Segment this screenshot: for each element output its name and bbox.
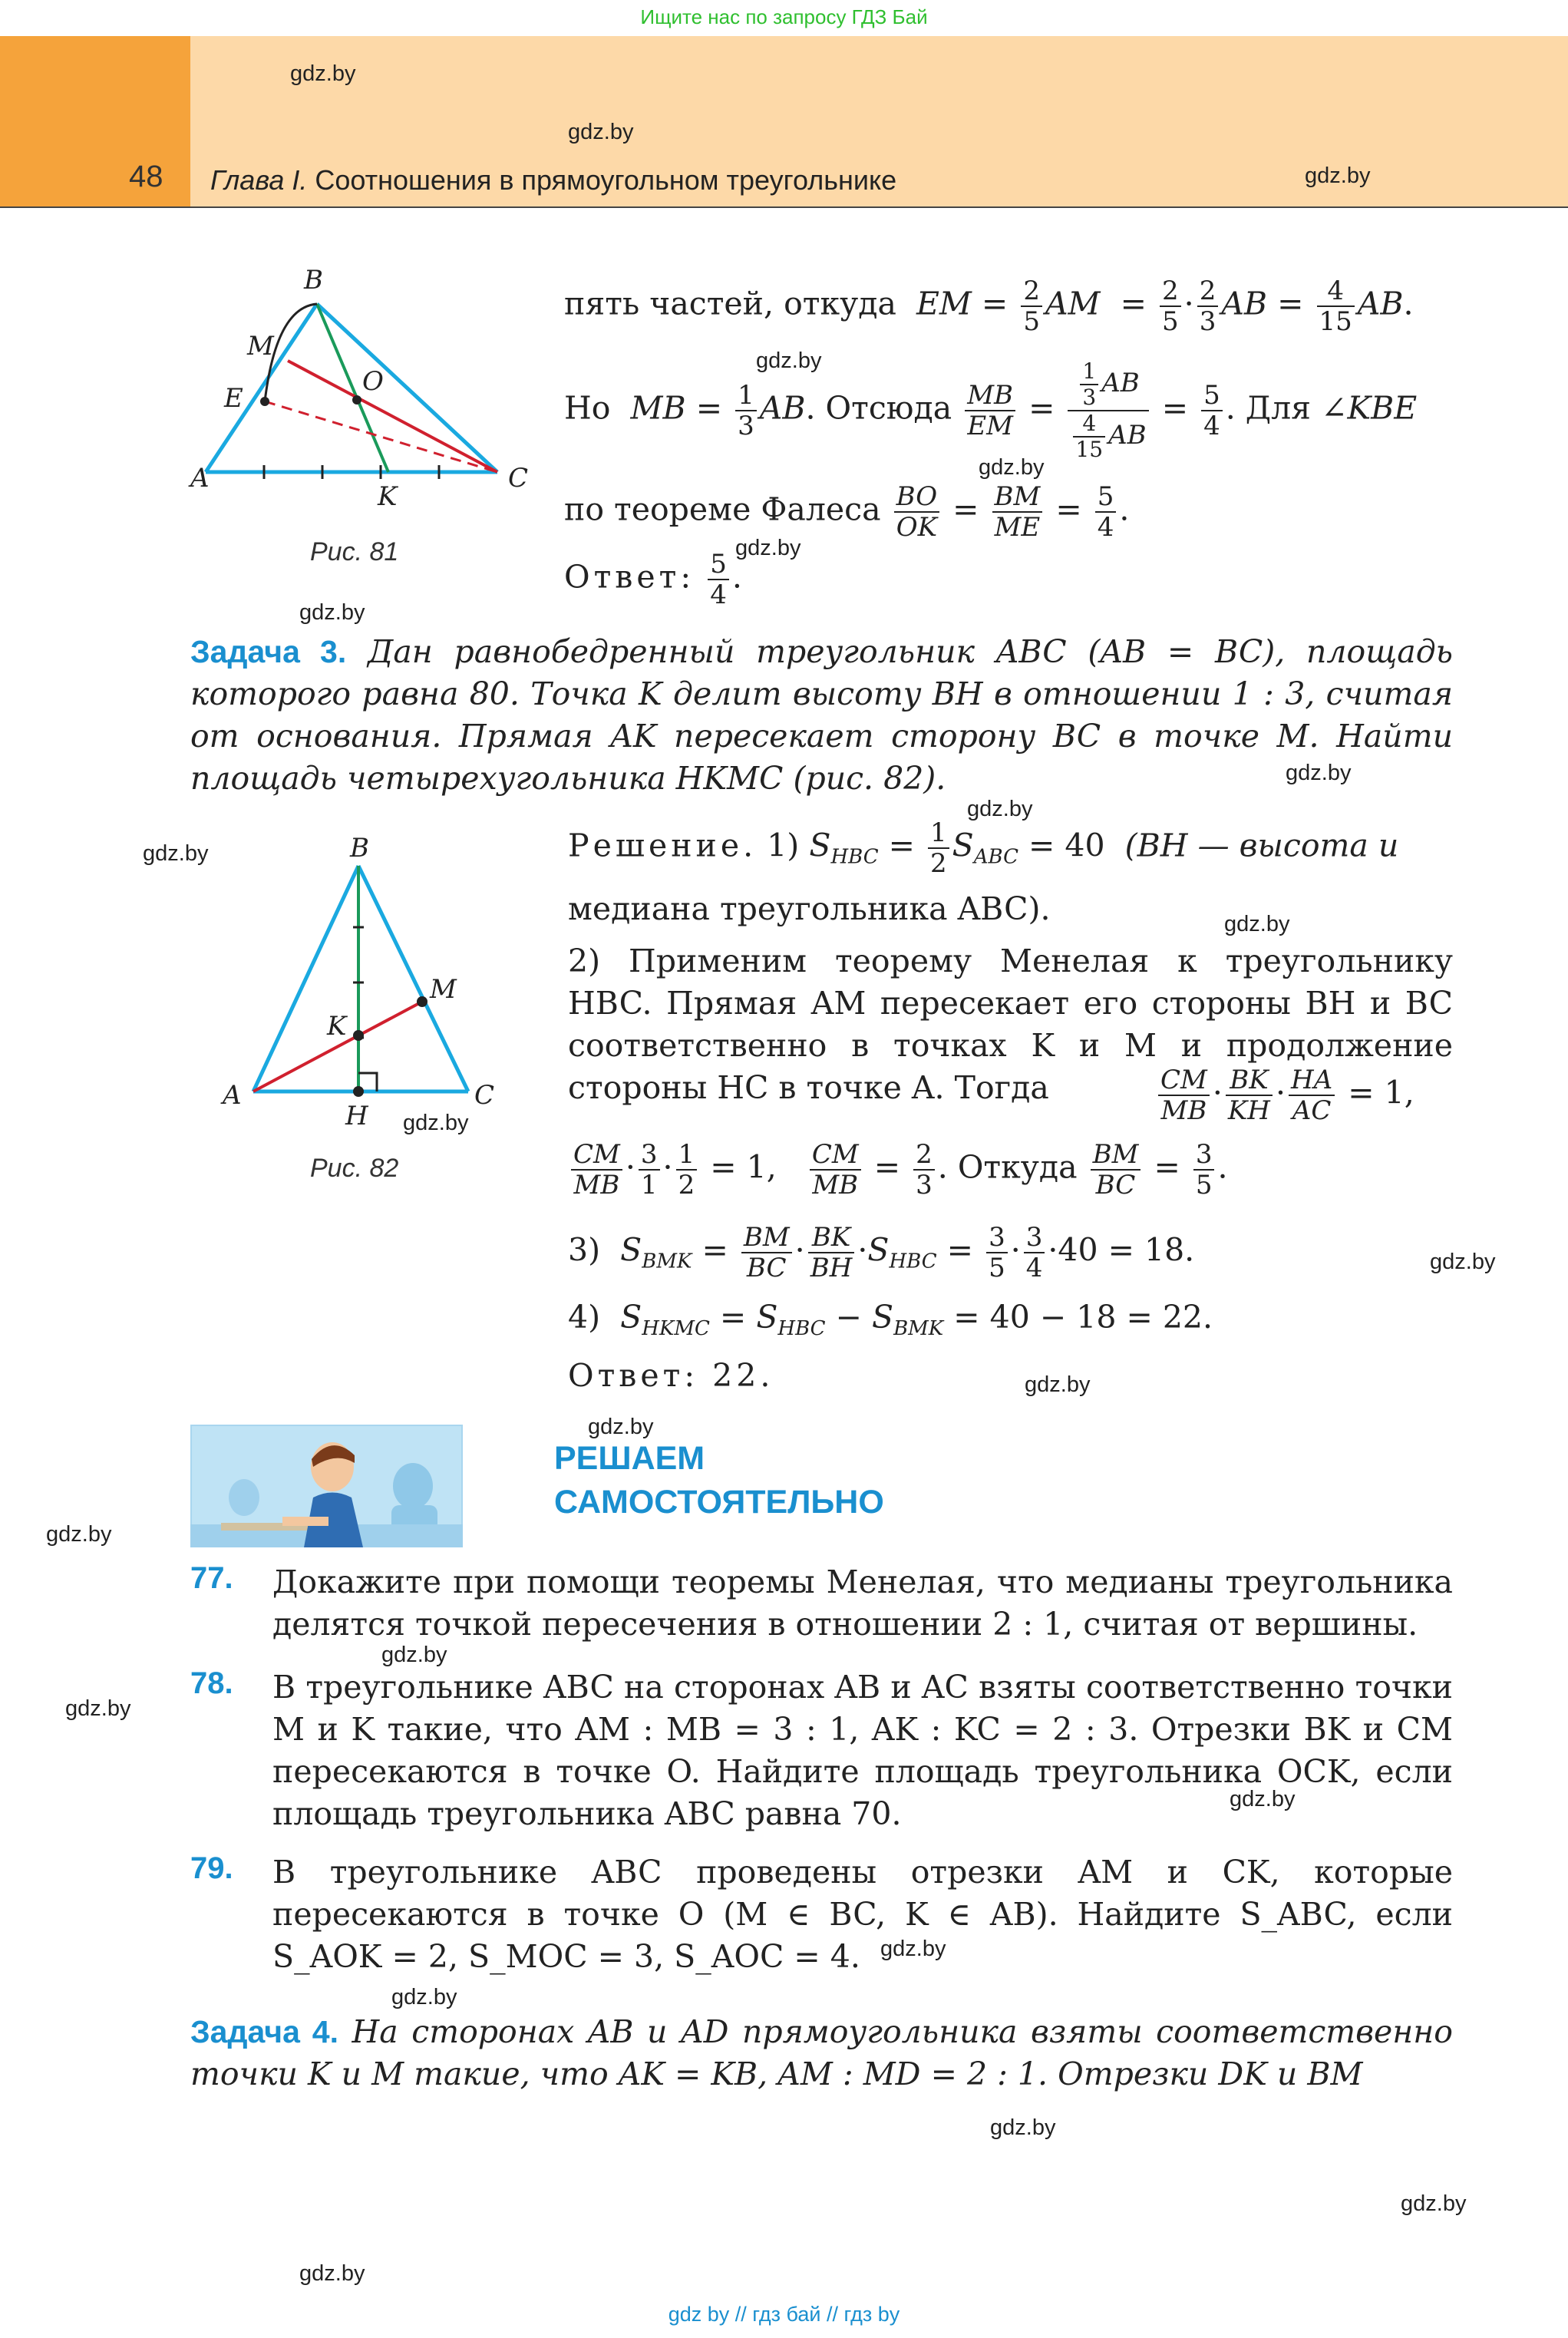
solution-3-step-1: Решение. 1) $S_{HBC}$ = $\frac{1}{2}$ $S_{ABC} = 40$ (BH — высота и <box>568 817 1399 879</box>
solution-line-1: пять частей, откуда EM = $\frac{2}{5}$ AM = $\frac{2}{5}$ · $\frac{2}{3}$ AB = $\frac{4}{15}$ AB. <box>564 276 1414 337</box>
figure-81 <box>177 261 545 514</box>
answer-3: Ответ: 22. <box>568 1357 774 1394</box>
watermark: gdz.by <box>756 348 822 373</box>
side-ab <box>253 866 358 1091</box>
label-e: E <box>224 383 243 414</box>
label-k: K <box>378 481 398 512</box>
watermark: gdz.by <box>990 2115 1056 2140</box>
label-b: B <box>304 265 323 296</box>
study-illustration <box>190 1425 463 1547</box>
chapter-title <box>210 164 896 196</box>
figure-82-caption: Рис. 82 <box>310 1154 399 1183</box>
label-b: B <box>350 833 369 864</box>
solution-3-step-2: 2) Применим теорему Менелая к треугольнику HBC. Прямая AM пересекает его стороны BH и BC соответственно в точках K и M и продолжение стороны HC в точке A. Тогда <box>568 943 1453 1106</box>
label-m: M <box>430 974 457 1005</box>
menelaus-substitution: $\frac{CM}{MB}$ · $\frac{3}{1}$ · $\frac{1}{2}$ = 1, $\frac{CM}{MB}$ = $\frac{2}{3}$ . Откуда $\frac{BM}{BC}$ = $\frac{3}{5}$ . <box>568 1141 1228 1198</box>
watermark: gdz.by <box>1230 1787 1296 1811</box>
problem-77-text: Докажите при помощи теоремы Менелая, что медианы треугольника делятся точкой пересечения в отношении 2 : 1, считая от вершины. <box>272 1564 1453 1643</box>
task-3-text: Дан равнобедренный треугольник ABC (AB = BC), площадь которого равна 80. Точка K делит высоту BH в отношении 1 : 3, считая от основания. Прямая AK пересекает сторону BC в точке M. Найти площадь четырехугольника HKMC (рис. 82). <box>190 633 1454 797</box>
solution-3-step-3: 3) $S_{BMK}$ = $\frac{BM}{BC}$ · $\frac{BK}{BH}$ $\cdot S_{HBC}$ = $\frac{3}{5}$ · $\frac{3}{4}$ ·40 = 18. <box>568 1222 1195 1283</box>
watermark: gdz.by <box>1401 2191 1467 2216</box>
task-3-title: Задача 3. <box>190 634 347 669</box>
watermark: gdz.by <box>880 1937 946 1961</box>
watermark: gdz.by <box>46 1522 112 1547</box>
label-c: C <box>474 1080 495 1111</box>
watermark: gdz.by <box>568 120 634 144</box>
watermark: gdz.by <box>1305 163 1371 188</box>
segment-mc <box>288 361 497 472</box>
label-h: H <box>345 1101 368 1131</box>
point-k <box>353 1030 364 1041</box>
label-k: K <box>327 1011 347 1042</box>
watermark: gdz.by <box>290 61 356 86</box>
top-banner: Ищите нас по запросу ГДЗ Бай <box>640 5 928 28</box>
chapter-name: Соотношения в прямоугольном треугольнике <box>315 164 897 196</box>
task-4-text: На сторонах AB и AD прямоугольника взяты соответственно точки K и M такие, что AK = KB, AM : MD = 2 : 1. Отрезки DK и BM <box>190 2013 1453 2092</box>
watermark: gdz.by <box>65 1696 131 1721</box>
problem-79-text: В треугольнике ABC проведены отрезки AM и CK, которые пересекаются в точке O (M ∈ BC, K ∈ AB). Найдите S_ABC, если S_AOK = 2, S_MOC = 3, S_AOC = 4. <box>272 1854 1453 1975</box>
solution-3-step-4: 4) $S_{HKMC} = S_{HBC} - S_{BMK} = 40 - 18 = 22$. <box>568 1299 1213 1341</box>
watermark: gdz.by <box>735 536 801 560</box>
header-divider <box>0 206 1568 208</box>
label-m: M <box>247 331 274 362</box>
watermark: gdz.by <box>1025 1372 1091 1397</box>
task-4 <box>190 2011 1453 2095</box>
page-number: 48 <box>129 160 163 193</box>
figure-82 <box>215 829 537 1136</box>
point-o <box>352 395 361 405</box>
watermark: gdz.by <box>403 1111 469 1135</box>
point-e <box>260 397 269 406</box>
label-a: A <box>190 463 210 494</box>
watermark: gdz.by <box>381 1643 447 1667</box>
chapter-label: Глава I. <box>210 164 308 196</box>
answer-top: Ответ: $\frac{5}{4}$ . <box>564 549 742 610</box>
watermark: gdz.by <box>588 1415 654 1439</box>
watermark: gdz.by <box>391 1985 457 2009</box>
point-h <box>353 1086 364 1097</box>
task-3 <box>190 631 1453 800</box>
label-c: C <box>508 463 529 494</box>
watermark: gdz.by <box>979 455 1045 480</box>
watermark: gdz.by <box>1430 1250 1496 1274</box>
label-o: O <box>362 366 384 397</box>
problem-77-number: 77. <box>190 1561 233 1595</box>
segment-ec-dashed <box>265 401 497 472</box>
footer-links: gdz by // гдз бай // гдз by <box>668 2303 900 2326</box>
watermark: gdz.by <box>299 600 365 625</box>
problem-78-text: В треугольнике ABC на сторонах AB и AC взяты соответственно точки M и K такие, что AM : MB = 3 : 1, AK : KC = 2 : 3. Отрезки BK и CM пересекаются в точке O. Найдите площадь треугольника OCK, если площадь треугольника ABC равна 70. <box>272 1669 1453 1832</box>
watermark: gdz.by <box>967 797 1033 821</box>
watermark: gdz.by <box>1286 761 1352 785</box>
watermark: gdz.by <box>1224 912 1290 936</box>
watermark: gdz.by <box>299 2261 365 2286</box>
label-a: A <box>223 1080 242 1111</box>
task-4-title: Задача 4. <box>190 2014 338 2049</box>
problem-78-number: 78. <box>190 1666 233 1700</box>
menelaus-formula: $\frac{CM}{MB}$ · $\frac{BK}{KH}$ · $\frac{HA}{AC}$ = 1, <box>1155 1067 1415 1124</box>
problem-79-number: 79. <box>190 1851 233 1885</box>
point-m <box>417 996 427 1007</box>
side-bc <box>317 304 497 472</box>
solution-3-step-1b: медиана треугольника ABC). <box>568 890 1051 927</box>
figure-81-caption: Рис. 81 <box>310 537 399 566</box>
side-ab <box>206 304 317 472</box>
solution-line-2: Но MB = $\frac{1}{3}$ AB. Отсюда $\frac{MB}{EM}$ = $\frac{1}{3}$ AB $\frac{4}{15}$ AB = $\frac{5}{4}$ . Для ∠KBE <box>564 358 1418 462</box>
solution-line-3: по теореме Фалеса $\frac{BO}{OK}$ = $\frac{BM}{ME}$ = $\frac{5}{4}$ . <box>564 481 1130 543</box>
self-study-heading: РЕШАЕМ САМОСТОЯТЕЛЬНО <box>554 1440 884 1521</box>
watermark: gdz.by <box>143 841 209 866</box>
